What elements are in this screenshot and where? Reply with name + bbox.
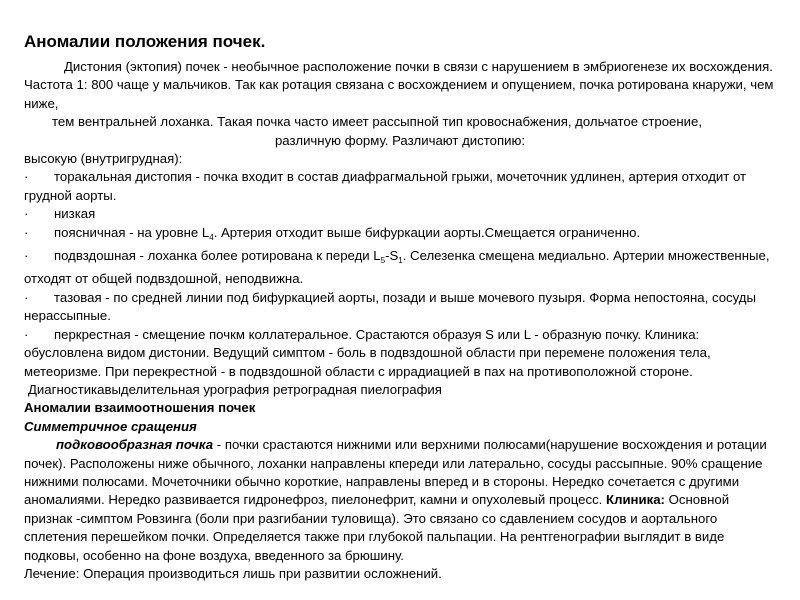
paragraph-high-dystopia: высокую (внутригрудная): [24,151,183,167]
bullet: · [24,206,29,222]
list-item-text: торакальная дистопия - почка входит в состав диафрагмальной грыжи, мочеточник удлинен, артерия отходит от грудной аорты. [24,169,747,203]
bullet: · [24,289,29,305]
list-item-text: низкая [54,206,96,222]
bullet: · [24,326,29,342]
horseshoe-text: - почки срастаются нижними или верхними полюсами(нарушение восхождения и ротации почек). Расположены ниже обычного, лоханки направлены кпереди или латерально, сосуды рассыпные. 90% сращение нижними полюсами. Мочеточники обычно короткие, направлены вперед и в стороны. Нередко сочетается с другими аномалиями. Нередко развивается гидронефроз, пиелонефрит, камни и опухолевый процесс. [24,437,767,508]
clinic-text: Основной признак -симптом Ровзинга (боли при разгибании туловища). Это связано со сдавлением сосудов и аортального сплетения перешейком почки. Определяется также при глубокой пальпации. На рентгенографии выглядит в виде подковы, особенно на фоне воздуха, введенного за брюшину. [24,492,730,563]
bullet: · [24,169,29,185]
bullet: · [24,248,29,264]
bullet: · [24,224,29,240]
paragraph-treatment: Лечение: Операция производиться лишь при развитии осложнений. [24,565,442,581]
paragraph-definition-cont: тем вентральней лоханка. Такая почка часто имеет рассыпной тип кровоснабжения, дольчатое строение, [52,114,703,130]
list-item-text: поясничная - на уровне L [54,224,210,240]
term-horseshoe-kidney: подковообразная почка [56,437,214,453]
list-item-lumbar [24,224,776,247]
list-item-low [24,205,776,223]
list-item-text: -S [385,248,399,264]
list-item-thoracic [24,168,776,205]
list-item-pelvic [24,289,776,326]
subscript: 5 [380,256,386,266]
list-item-text: подвздошная - лоханка более ротирована к переди L [54,248,381,264]
page-title: Аномалии положения почек. [24,32,266,51]
list-item-crossed [24,326,776,381]
paragraph-horseshoe [24,436,776,565]
clinic-label: Клиника: [606,492,665,508]
paragraph-distinguish: различную форму. Различают дистопию: [274,132,526,148]
list-item-iliac [24,247,776,289]
section-heading: Аномалии взаимоотношения почек [24,400,256,416]
list-item-text: . Артерия отходит выше бифуркации аорты.Смещается ограниченно. [213,224,641,240]
paragraph-definition: Дистония (эктопия) почек - необычное расположение почки в связи с нарушением в эмбриогенезе их восхождения. Частота 1: 800 чаще у мальчиков. Так как ротация связана с восхождением и опущением, почка ротирована кнаружи, чем ниже, [24,59,774,111]
subscript: 4 [209,232,214,242]
subsection-heading: Симметричное сращения [24,418,197,434]
list-item-text: перкрестная - смещение почкм коллатеральное. Срастаются образуя S или L - образную почку. Клиника: обусловлена видом дистонии. Ведущий симптом - боль в подвздошной области при перемене положения тела, метеоризме. При перекрестной - в подвздошной области с иррадиацией в пах на противоположной стороне. [24,326,711,379]
paragraph-diagnostics: Диагностикавыделительная урография ретроградная пиелография [28,381,442,397]
subscript: 1 [398,256,403,266]
list-item-text: . Селезенка смещена медиально. Артерии множественные, отходят от общей подвздошной, неподвижна. [24,248,770,287]
list-item-text: тазовая - по средней линии под бифуркацией аорты, позади и выше мочевого пузыря. Форма непостояна, сосуды нерассыпные. [24,289,756,324]
